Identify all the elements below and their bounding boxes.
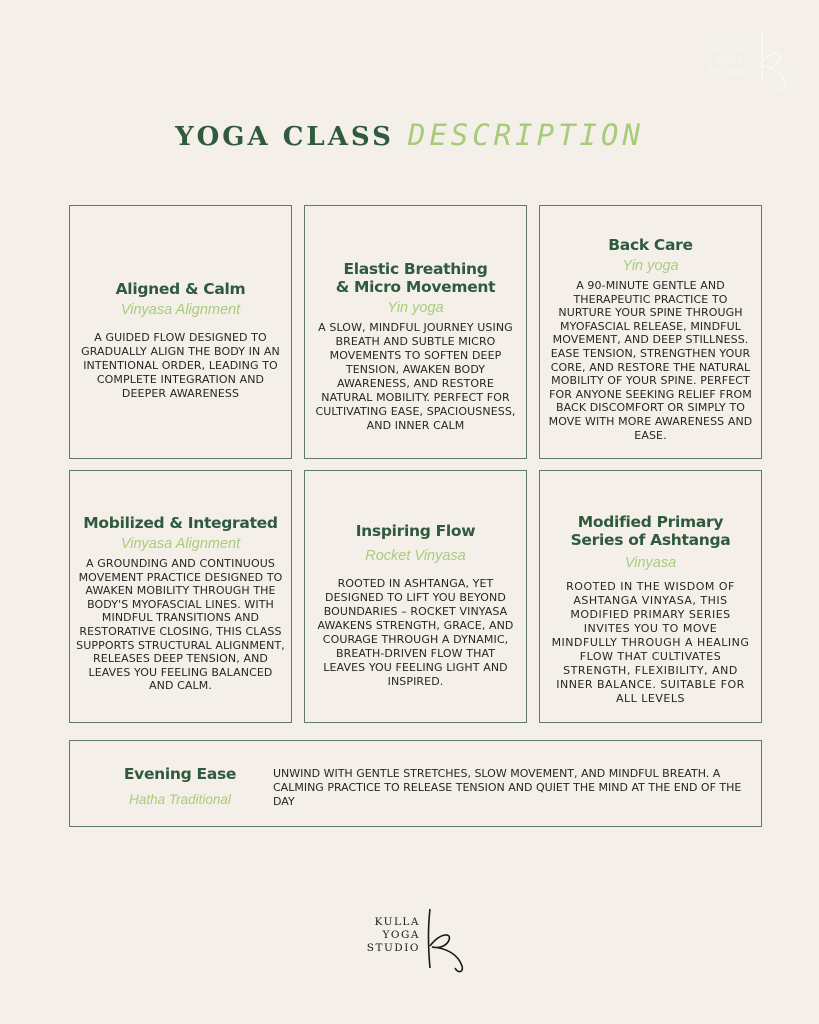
class-card-evening-ease [69, 740, 762, 827]
card-title: Mobilized & Integrated [83, 514, 278, 532]
class-card-inspiring-flow [304, 470, 527, 723]
logo-k-icon [422, 906, 468, 974]
class-card-modified-primary [539, 470, 762, 723]
logo-line: STUDIO [366, 942, 420, 954]
svg-text:YOGA: YOGA [716, 56, 745, 65]
class-card-aligned-calm [69, 205, 292, 459]
logo-line: YOGA [382, 929, 420, 941]
card-description: A GUIDED FLOW DESIGNED TO GRADUALLY ALIGN THE BODY IN AN INTENTIONAL ORDER, LEADING TO COMPLETE INTEGRATION AND DEEPER AWARENESS [81, 331, 280, 400]
card-title: Evening Ease [123, 765, 237, 783]
class-card-back-care [539, 205, 762, 459]
title-main: YOGA CLASS [175, 122, 394, 152]
card-subtitle: Yin yoga [387, 300, 444, 316]
card-description: A GROUNDING AND CONTINUOUS MOVEMENT PRACTICE DESIGNED TO AWAKEN MOBILITY THROUGH THE BODY'S MYOFASCIAL LINES. WITH MINDFUL TRANSITIONS AND RESTORATIVE CLOSING, THIS CLASS SUPPORTS STRUCTURAL ALIGNMENT, RELEASES DEEP TENSION, AND LEAVES YOU FEELING BALANCED AND CALM. [76, 557, 285, 693]
card-subtitle: Yin yoga [622, 258, 679, 274]
card-subtitle: Vinyasa Alignment [120, 536, 241, 552]
class-card-elastic-breathing [304, 205, 527, 459]
wide-card-heading [110, 765, 250, 809]
card-description: ROOTED IN ASHTANGA, YET DESIGNED TO LIFT YOU BEYOND BOUNDARIES – ROCKET VINYASA AWAKENS STRENGTH, GRACE, AND COURAGE THROUGH A DYNAMIC, BREATH-DRIVEN FLOW THAT LEAVES YOU FEELING LIGHT AND INSPIRED. [317, 577, 514, 688]
class-card-mobilized-integrated [69, 470, 292, 723]
card-subtitle: Vinyasa Alignment [120, 302, 241, 318]
page-title [0, 118, 819, 152]
svg-text:KULLA: KULLA [710, 45, 744, 54]
card-subtitle: Rocket Vinyasa [365, 548, 466, 564]
card-description: A SLOW, MINDFUL JOURNEY USING BREATH AND SUBTLE MICRO MOVEMENTS TO SOFTEN DEEP TENSION, AWAKEN BODY AWARENESS, AND RESTORE NATURAL MOBILITY. PERFECT FOR CULTIVATING EASE, SPACIOUSNESS, AND INNER CALM [315, 321, 516, 432]
card-subtitle: Vinyasa [624, 555, 677, 571]
title-accent: DESCRIPTION [407, 118, 644, 152]
card-title: Back Care [608, 236, 693, 254]
card-description: UNWIND WITH GENTLE STRETCHES, SLOW MOVEMENT, AND MINDFUL BREATH. A CALMING PRACTICE TO RELEASE TENSION AND QUIET THE MIND AT THE END OF THE DAY [273, 767, 742, 808]
card-description: A 90-MINUTE GENTLE AND THERAPEUTIC PRACTICE TO NURTURE YOUR SPINE THROUGH MYOFASCIAL RELEASE, MINDFUL MOVEMENT, AND DEEP STILLNESS. EASE TENSION, STRENGTHEN YOUR CORE, AND RESTORE THE NATURAL MOBILITY OF YOUR SPINE. PERFECT FOR ANYONE SEEKING RELIEF FROM BACK DISCOMFORT OR SIMPLY TO MOVE WITH MORE AWARENESS AND EASE. [548, 279, 753, 442]
card-title: Elastic Breathing & Micro Movement [335, 260, 496, 296]
card-title: Modified Primary Series of Ashtanga [570, 513, 731, 549]
card-subtitle: Hatha Traditional [129, 792, 231, 807]
logo-watermark-icon [700, 30, 795, 90]
svg-text:STUDIO: STUDIO [708, 67, 748, 76]
card-description: ROOTED IN THE WISDOM OF ASHTANGA VINYASA, THIS MODIFIED PRIMARY SERIES INVITES YOU TO MOVE MINDFULLY THROUGH A HEALING FLOW THAT CULTIVATES STRENGTH, FLEXIBILITY, AND INNER BALANCE. SUITABLE FOR ALL LEVELS [551, 580, 750, 705]
studio-logo [360, 906, 470, 976]
card-title: Inspiring Flow [355, 522, 476, 540]
card-title: Aligned & Calm [115, 280, 246, 298]
logo-line: KULLA [374, 916, 420, 928]
logo-text [360, 916, 420, 955]
